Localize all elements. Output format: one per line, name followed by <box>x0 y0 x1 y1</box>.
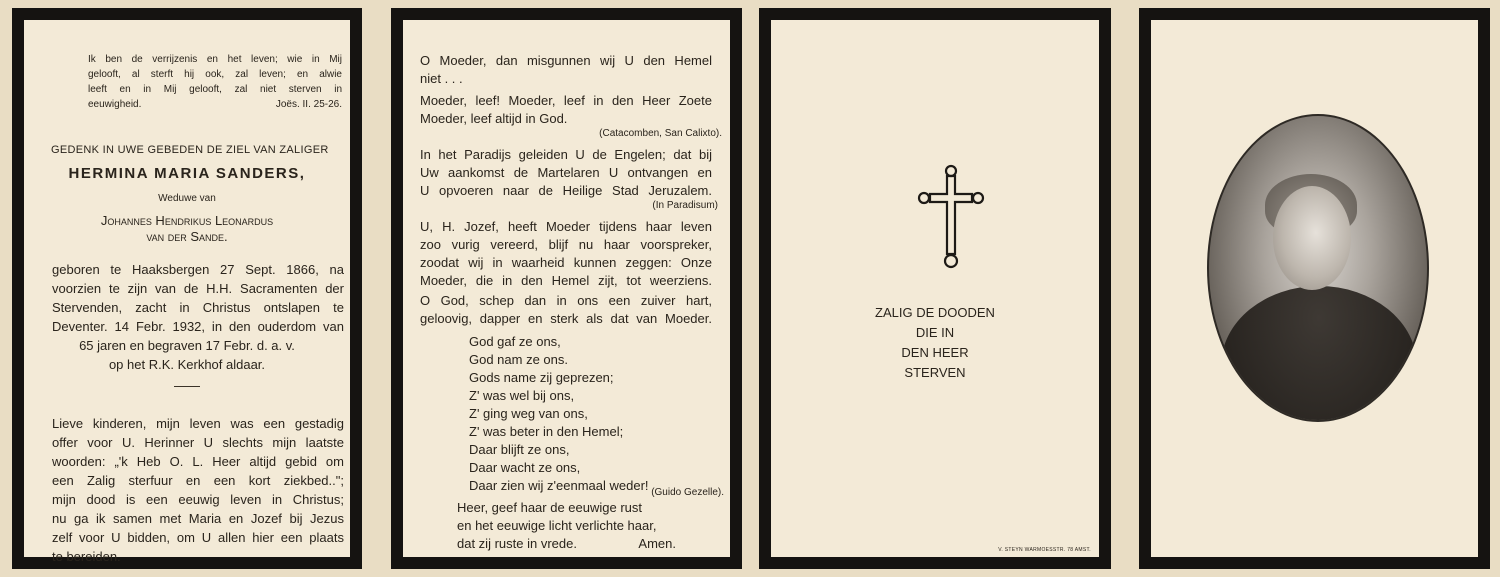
portrait-clothing <box>1221 286 1417 422</box>
letter-line-2: offer voor U. Herinner U slechts mijn laatste <box>52 435 344 450</box>
final-prayer-line-3: dat zij ruste in vrede. <box>457 536 577 551</box>
prayer-3-line-3: U opvoeren naar de Heilige Stad Jeruzalem. <box>420 183 712 198</box>
portrait-photo <box>1207 114 1429 422</box>
card-panel-cross <box>759 8 1111 569</box>
prayer-3-line-1: In het Paradijs geleiden U de Engelen; dat bij <box>420 147 712 162</box>
quote-line-3: leeft en in Mij gelooft, zal niet sterven in <box>88 84 342 95</box>
cross-icon <box>914 164 988 272</box>
quote-reference: Joës. II. 25-26. <box>275 99 342 110</box>
epitaph-line-2: DIE IN <box>915 325 955 340</box>
bio-line-2: voorzien te zijn van de H.H. Sacramenten der <box>52 281 344 296</box>
prayer-3-line-2: Uw aankomst de Martelaren U ontvangen en <box>420 165 712 180</box>
quote-line-4: eeuwigheid. <box>88 99 142 110</box>
quote-line-1: Ik ben de verrijzenis en het leven; wie in Mij <box>88 54 342 65</box>
poem-line-3: Gods name zij geprezen; <box>469 370 614 385</box>
prayer-4-line-1: U, H. Jozef, heeft Moeder tijdens haar leven <box>420 219 712 234</box>
poem-line-8: Daar wacht ze ons, <box>469 460 581 475</box>
prayer-5-line-2: geloovig, dapper en sterk als dat van Moeder. <box>420 311 712 326</box>
poem-line-6: Z' was beter in den Hemel; <box>469 424 624 439</box>
letter-line-1: Lieve kinderen, mijn leven was een gestadig <box>52 416 344 431</box>
deceased-name: HERMINA MARIA SANDERS, <box>68 165 306 182</box>
prayer-5-line-1: O God, schep dan in ons een zuiver hart, <box>420 293 712 308</box>
quote-line-2: gelooft, al sterft hij ook, zal leven; en alwie <box>88 69 342 80</box>
amen: Amen. <box>638 536 676 551</box>
divider-rule <box>174 386 200 387</box>
printer-mark: V. STEYN WARMOESSTR. 78 AMST. <box>998 547 1091 553</box>
bio-line-4: Deventer. 14 Febr. 1932, in den ouderdom van <box>52 319 344 334</box>
prayer-1-line-1: O Moeder, dan misgunnen wij U den Hemel <box>420 53 712 68</box>
prayer-4-line-2: zoo vurig vereerd, blijf nu haar voorspreker, <box>420 237 712 252</box>
poem-line-4: Z' was wel bij ons, <box>469 388 575 403</box>
letter-line-4: een Zalig sterfuur en een kort ziekbed.."; <box>52 473 344 488</box>
epitaph-line-1: ZALIG DE DOODEN <box>875 305 995 320</box>
letter-line-6: nu ga ik samen met Maria en Jozef bij Jezus <box>52 511 344 526</box>
bio-line-1: geboren te Haaksbergen 27 Sept. 1866, na <box>52 262 344 277</box>
prayer-2-line-2: Moeder, leef altijd in God. <box>420 111 568 126</box>
final-prayer-line-2: en het eeuwige licht verlichte haar, <box>457 518 657 533</box>
bio-line-3: Stervenden, zacht in Christus ontslapen te <box>52 300 344 315</box>
poem-line-2: God nam ze ons. <box>469 352 568 367</box>
poem-line-7: Daar blijft ze ons, <box>469 442 570 457</box>
prayer-1-line-2: niet . . . <box>420 71 463 86</box>
intro-line: GEDENK IN UWE GEBEDEN DE ZIEL VAN ZALIGER <box>51 144 329 156</box>
prayer-4-line-4: Moeder, die in den Hemel zijt, tot weerziens. <box>420 273 712 288</box>
husband-name-1: Johannes Hendrikus Leonardus <box>100 213 274 228</box>
epitaph-line-4: STERVEN <box>904 365 966 380</box>
letter-line-3: woorden: „'k Heb O. L. Heer altijd gebid om <box>52 454 344 469</box>
prayer-4-line-3: zoodat wij in waarheid kunnen zeggen: Onze <box>420 255 712 270</box>
letter-line-7: zelf voor U bidden, om U allen hier een plaats <box>52 530 344 545</box>
card-panel-prayers <box>391 8 742 569</box>
husband-name-2: van der Sande. <box>146 229 228 244</box>
poem-reference: (Guido Gezelle). <box>651 487 724 498</box>
widow-label: Weduwe van <box>158 193 216 204</box>
card-panel-left <box>12 8 362 569</box>
poem-line-9: Daar zien wij z'eenmaal weder! <box>469 478 649 493</box>
portrait-face <box>1273 186 1351 290</box>
prayer-2-reference: (Catacomben, San Calixto). <box>599 128 722 139</box>
bio-line-5: 65 jaren en begraven 17 Febr. d. a. v. <box>79 338 295 353</box>
letter-line-8: te bereiden. <box>52 549 121 564</box>
epitaph-line-3: DEN HEER <box>901 345 969 360</box>
poem-line-5: Z' ging weg van ons, <box>469 406 588 421</box>
bio-line-6: op het R.K. Kerkhof aldaar. <box>108 357 266 372</box>
poem-line-1: God gaf ze ons, <box>469 334 561 349</box>
card-panel-portrait <box>1139 8 1490 569</box>
prayer-3-reference: (In Paradisum) <box>652 200 718 211</box>
letter-line-5: mijn dood is een eeuwig leven in Christus; <box>52 492 344 507</box>
prayer-2-line-1: Moeder, leef! Moeder, leef in den Heer Zoete <box>420 93 712 108</box>
final-prayer-line-1: Heer, geef haar de eeuwige rust <box>457 500 643 515</box>
